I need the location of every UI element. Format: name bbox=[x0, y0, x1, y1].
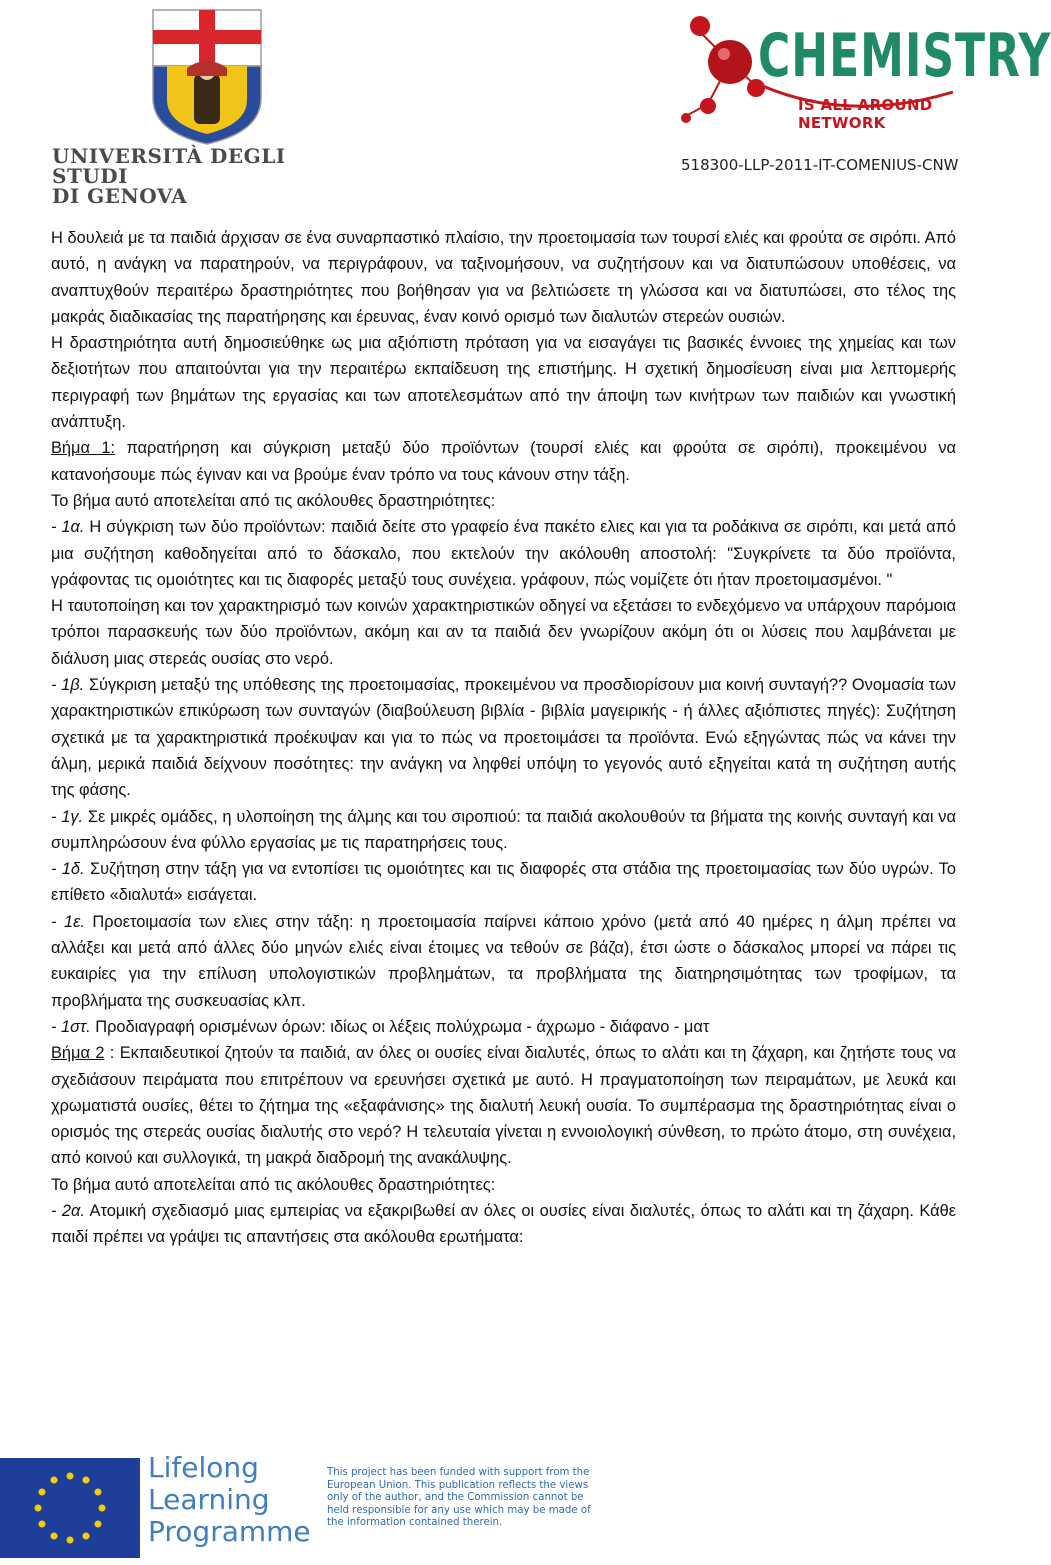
document-body bbox=[51, 225, 956, 1251]
activity-1c-label: - 1γ. bbox=[51, 807, 84, 826]
step-1-intro: Το βήμα αυτό αποτελείται από τις ακόλουθες δραστηριότητες: bbox=[51, 491, 496, 510]
step-1-text: παρατήρηση και σύγκριση μεταξύ δύο προϊόντων (τουρσί ελιές και φρούτα σε σιρόπι), προκειμένου να κατανοήσουμε πώς έγιναν και να βρούμε έναν τρόπο να τους κάνουν στην τάξη. bbox=[51, 439, 956, 484]
step-2 bbox=[51, 1040, 956, 1171]
chemistry-network-logo bbox=[678, 4, 1051, 154]
activity-1c bbox=[51, 804, 956, 857]
activity-1d-label: - 1δ. bbox=[51, 860, 85, 879]
activity-1b bbox=[51, 672, 956, 803]
llp-line-2: Learning bbox=[148, 1483, 270, 1516]
chemistry-title: CHEMISTRY bbox=[758, 22, 1051, 91]
chemistry-subtitle: IS ALL AROUND NETWORK bbox=[798, 96, 933, 132]
step-2-text: : Εκπαιδευτικοί ζητούν τα παιδιά, αν όλες οι ουσίες είναι διαλυτές, όπως το αλάτι και τη ζάχαρη, και ζητήστε τους να σχεδιάσουν πειράματα που επιτρέπουν να ερευνήσει σχετικά με αυτό. Η πραγματοποίηση των πειραμάτων, με λευκά και χρωματιστά ουσίες, θέτει το ζήτημα της «εξαφάνισης» της διαλυτή λευκή ουσία. Το συμπέρασμα της δραστηριότητας είναι ο ορισμός της στερεάς ουσίας διαλυτής στο νερό? Η τελευταία γίνεται η εννοιολογική σύνθεση, το πρώτο άτομο, στη συνέχεια, από κοινού και συλλογικά, τη μακρά διαδρομή της ανακάλυψης. bbox=[51, 1044, 957, 1168]
step-1-label: Βήμα 1: bbox=[51, 439, 116, 458]
llp-line-3: Programme bbox=[148, 1515, 311, 1548]
step-2-label: Βήμα 2 bbox=[51, 1044, 105, 1063]
activity-1a-label: - 1α. bbox=[51, 518, 85, 537]
activity-1a bbox=[51, 514, 956, 593]
university-line-2: DI GENOVA bbox=[52, 184, 188, 208]
page-footer bbox=[0, 1440, 960, 1565]
activity-1d-text: Συζήτηση στην τάξη για να εντοπίσει τις ομοιότητες και τις διαφορές στα στάδια της προετοιμασίας των δύο υγρών. Το επίθετο «διαλυτά» εισάγεται. bbox=[51, 860, 956, 905]
activity-1e-label: - 1ε. bbox=[51, 912, 85, 931]
activity-2a-label: - 2α. bbox=[51, 1201, 85, 1220]
activity-1b-text: Σύγκριση μεταξύ της υπόθεσης της προετοιμασίας, προκειμένου να προσδιορίσουν μια κοινή συνταγή?? Ονομασία των χαρακτηριστικών επικύρωση των συνταγών (διαβούλευση βιβλία - βιβλία μαγειρικής - ή άλλες αξιόπιστες πηγές): Συζήτηση σχετικά με τα χαρακτηριστικά προέκυψαν και για το πώς να προετοιμάσει τα προϊόντα. Ενώ εξηγώντας πώς να κάνει την άλμη, μερικά παιδιά δείχνουν ποσότητες: την ανάγκη να ληφθεί υπόψη το γεγονός αυτό εξηγείται κατά τη συζήτηση αυτής της φάσης. bbox=[51, 676, 956, 800]
activity-1e bbox=[51, 909, 956, 1014]
activity-2a bbox=[51, 1198, 956, 1251]
university-crest-icon bbox=[147, 6, 267, 146]
eu-flag-icon bbox=[0, 1458, 140, 1558]
llp-line-1: Lifelong bbox=[148, 1451, 259, 1484]
activity-1d bbox=[51, 856, 956, 909]
activity-1f-text: Προδιαγραφή ορισμένων όρων: ιδίως οι λέξεις πολύχρωμα - άχρωμο - διάφανο - ματ bbox=[90, 1017, 710, 1036]
llp-logo-text bbox=[148, 1452, 311, 1548]
activity-1a-follow: Η ταυτοποίηση και τον χαρακτηρισμό των κοινών χαρακτηριστικών οδηγεί να εξετάσει το ενδεχόμενο να υπάρχουν παρόμοια τρόποι παρασκευής των δύο προϊόντων, ακόμη και αν τα παιδιά δεν γνωρίζουν ακόμη ότι οι λύσεις που λαμβάνεται με διάλυση μιας στερεάς ουσίας στο νερό. bbox=[51, 597, 956, 668]
activity-1f-label: - 1στ. bbox=[51, 1017, 91, 1036]
paragraph-publication: Η δραστηριότητα αυτή δημοσιεύθηκε ως μια αξιόπιστη πρόταση για να εισαγάγει τις βασικές έννοιες της χημείας και των δεξιοτήτων που απαιτούνται για την περαιτέρω εκπαίδευση της επιστήμης. Η σχετική δημοσίευση είναι μια λεπτομερής περιγραφή των βημάτων της εργασίας και των αποτελεσμάτων από την άποψη των κινήτρων των παιδιών και γνωστική ανάπτυξη. bbox=[51, 334, 956, 432]
university-name bbox=[52, 146, 352, 206]
activity-1e-text: Προετοιμασία των ελιες στην τάξη: η προετοιμασία παίρνει κάποιο χρόνο (μετά από 40 ημέρες η άλμη πρέπει να αλλάξει και μετά από άλλες δύο μηνών ελιές είναι έτοιμες να τεθούν σε βάζα), έτσι ώστε ο δάσκαλος μπορεί να πάρει τις ευκαιρίες για την επίλυση υπολογιστικών προβλημάτων, τα προβλήματα της διατηρησιμότητας των τροφίμων, τα προβλήματα της συσκευασίας κλπ. bbox=[51, 912, 956, 1010]
university-of-genoa-logo bbox=[52, 6, 352, 208]
project-code: 518300-LLP-2011-IT-COMENIUS-CNW bbox=[681, 156, 959, 174]
eu-disclaimer: This project has been funded with support from the European Union. This publication reflects the views only of the author, and the Commission cannot be held responsible for any use which may be made of the information contained therein. bbox=[327, 1467, 591, 1529]
activity-2a-text: Ατομική σχεδιασμό μιας εμπειρίας να εξακριβωθεί αν όλες οι ουσίες είναι διαλυτές, όπως το αλάτι και τη ζάχαρη. Κάθε παιδί πρέπει να γράψει τις απαντήσεις στα ακόλουθα ερωτήματα: bbox=[51, 1201, 957, 1247]
step-2-intro: Το βήμα αυτό αποτελείται από τις ακόλουθες δραστηριότητες: bbox=[51, 1175, 496, 1194]
step-1 bbox=[51, 435, 956, 488]
activity-1c-text: Σε μικρές ομάδες, η υλοποίηση της άλμης και του σιροπιού: τα παιδιά ακολουθούν τα βήματα της κοινής συνταγή και να συμπληρώσουν ένα φύλλο εργασίας με τις παρατηρήσεις τους. bbox=[51, 807, 956, 852]
page-header bbox=[0, 0, 1051, 208]
university-line-1: UNIVERSITÀ DEGLI STUDI bbox=[52, 144, 286, 188]
paragraph-intro: Η δουλειά με τα παιδιά άρχισαν σε ένα συναρπαστικό πλαίσιο, την προετοιμασία των τουρσί ελιές και φρούτα σε σιρόπι. Από αυτό, η ανάγκη να παρατηρούν, να περιγράφουν, να ταξινομήσουν, να συζητήσουν και να διατυπώσουν υποθέσεις, να αναπτυχθούν περαιτέρω δραστηριότητες που βοήθησαν για να βελτιώσετε τη γλώσσα και να διατυπώσει, στο τέλος της μακράς διαδικασίας της παρατήρησης και έρευνας, έναν κοινό ορισμό των διαλυτών στερεών ουσιών. bbox=[51, 229, 956, 326]
activity-1b-label: - 1β. bbox=[51, 676, 85, 695]
activity-1a-text: Η σύγκριση των δύο προϊόντων: παιδιά δείτε στο γραφείο ένα πακέτο ελιες και για τα ροδάκινα σε σιρόπι, και μετά από μια συζήτηση καθοδηγείται από το δάσκαλο, που εκτελούν την ακόλουθη αποστολή: "Συγκρίνετε τα δύο προϊόντα, γράφοντας τις ομοιότητες και τις διαφορές μεταξύ τους συνέχεια. γράφουν, πώς νομίζετε ότι ήταν προετοιμασμένοι. " bbox=[51, 518, 957, 589]
activity-1f bbox=[51, 1014, 956, 1040]
